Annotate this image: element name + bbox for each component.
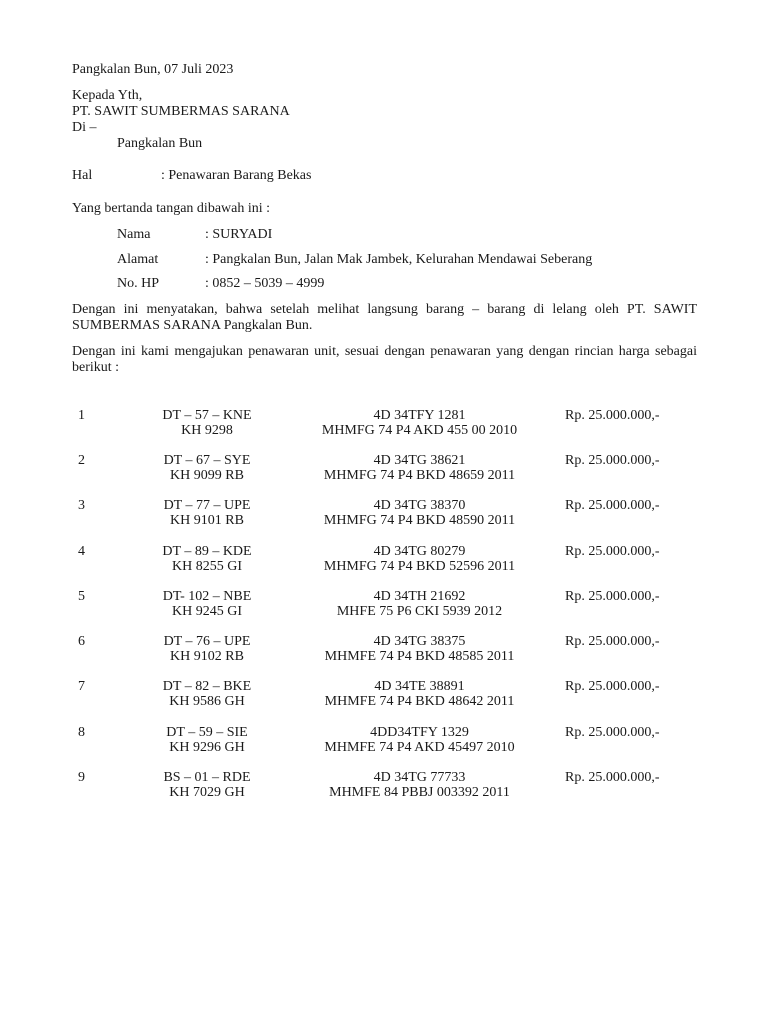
engine-number: 4DD34TFY 1329 [370,725,469,740]
item-price: Rp. 25.000.000,- [565,725,660,740]
engine-number: 4D 34TG 77733 [373,770,466,785]
identity-label: Alamat [117,252,159,267]
identity-row-name [117,227,677,243]
offer-paragraph: Dengan ini kami mengajukan penawaran unit, sesuai dengan penawaran yang dengan rincian harga sebagai berikut : [72,344,697,375]
engine-column [292,453,547,483]
item-price: Rp. 25.000.000,- [565,498,660,513]
item-number: 1 [78,408,85,423]
unit-code: DT – 77 – UPE [163,498,251,513]
unit-column [142,589,272,619]
list-item [72,725,692,757]
salutation: Kepada Yth, [72,88,143,103]
subject-row [72,168,672,184]
plate-number: KH 9245 GI [172,604,242,619]
subject-label: Hal [72,168,93,183]
identity-row-address [117,252,677,268]
engine-number: 4D 34TH 21692 [373,589,466,604]
unit-code: DT – 89 – KDE [162,544,252,559]
chassis-number: MHMFG 74 P4 BKD 52596 2011 [323,559,516,574]
plate-number: KH 9101 RB [170,513,244,528]
engine-number: 4D 34TG 80279 [373,544,466,559]
identity-value: : 0852 – 5039 – 4999 [205,276,325,291]
plate-number: KH 9099 RB [170,468,244,483]
engine-column [292,725,547,755]
item-price: Rp. 25.000.000,- [565,770,660,785]
engine-column [292,770,547,800]
item-price: Rp. 25.000.000,- [565,453,660,468]
item-number: 3 [78,498,85,513]
unit-column [142,498,272,528]
chassis-number: MHMFE 74 P4 AKD 45497 2010 [324,740,515,755]
plate-number: KH 9296 GH [169,740,245,755]
unit-column [142,408,272,438]
engine-number: 4D 34TFY 1281 [373,408,466,423]
plate-number: KH 9586 GH [169,694,245,709]
item-price: Rp. 25.000.000,- [565,544,660,559]
unit-column [142,634,272,664]
chassis-number: MHFE 75 P6 CKI 5939 2012 [336,604,503,619]
unit-code: DT – 59 – SIE [166,725,248,740]
engine-column [292,498,547,528]
item-number: 6 [78,634,85,649]
unit-column [142,770,272,800]
item-number: 5 [78,589,85,604]
identity-label: No. HP [117,276,160,291]
unit-code: BS – 01 – RDE [163,770,251,785]
list-item [72,589,692,621]
item-price: Rp. 25.000.000,- [565,634,660,649]
unit-code: DT – 57 – KNE [162,408,252,423]
chassis-number: MHMFE 74 P4 BKD 48585 2011 [324,649,515,664]
chassis-number: MHMFG 74 P4 BKD 48659 2011 [323,468,516,483]
identity-row-phone [117,276,677,292]
engine-column [292,544,547,574]
engine-column [292,634,547,664]
engine-number: 4D 34TG 38375 [373,634,466,649]
identity-label: Nama [117,227,151,242]
item-number: 4 [78,544,85,559]
recipient-name: PT. SAWIT SUMBERMAS SARANA [72,104,290,119]
item-price: Rp. 25.000.000,- [565,679,660,694]
recipient-city: Pangkalan Bun [117,136,203,151]
chassis-number: MHMFG 74 P4 BKD 48590 2011 [323,513,516,528]
unit-column [142,679,272,709]
engine-number: 4D 34TG 38621 [373,453,466,468]
engine-column [292,679,547,709]
plate-number: KH 8255 GI [172,559,242,574]
unit-code: DT – 67 – SYE [163,453,251,468]
item-number: 8 [78,725,85,740]
item-number: 9 [78,770,85,785]
engine-column [292,408,547,438]
list-item [72,408,692,440]
engine-number: 4D 34TG 38370 [373,498,466,513]
engine-number: 4D 34TE 38891 [374,679,465,694]
unit-code: DT- 102 – NBE [162,589,252,604]
list-item [72,453,692,485]
chassis-number: MHMFE 74 P4 BKD 48642 2011 [324,694,515,709]
plate-number: KH 9298 [181,423,233,438]
identity-value: : SURYADI [205,227,273,242]
list-item [72,770,692,802]
item-number: 2 [78,453,85,468]
intro-text: Yang bertanda tangan dibawah ini : [72,201,271,216]
unit-column [142,453,272,483]
engine-column [292,589,547,619]
plate-number: KH 9102 RB [170,649,244,664]
list-item [72,679,692,711]
subject-value: : Penawaran Barang Bekas [161,168,312,183]
identity-value: : Pangkalan Bun, Jalan Mak Jambek, Kelurahan Mendawai Seberang [205,252,593,267]
item-price: Rp. 25.000.000,- [565,589,660,604]
unit-column [142,544,272,574]
item-price: Rp. 25.000.000,- [565,408,660,423]
list-item [72,544,692,576]
list-item [72,634,692,666]
list-item [72,498,692,530]
unit-column [142,725,272,755]
item-number: 7 [78,679,85,694]
unit-code: DT – 76 – UPE [163,634,251,649]
statement-paragraph: Dengan ini menyatakan, bahwa setelah melihat langsung barang – barang di lelang oleh PT. SAWIT SUMBERMAS SARANA Pangkalan Bun. [72,302,697,333]
place-date: Pangkalan Bun, 07 Juli 2023 [72,62,234,77]
plate-number: KH 7029 GH [169,785,245,800]
unit-code: DT – 82 – BKE [162,679,252,694]
chassis-number: MHMFG 74 P4 AKD 455 00 2010 [321,423,518,438]
recipient-di: Di – [72,120,97,135]
chassis-number: MHMFE 84 PBBJ 003392 2011 [329,785,510,800]
